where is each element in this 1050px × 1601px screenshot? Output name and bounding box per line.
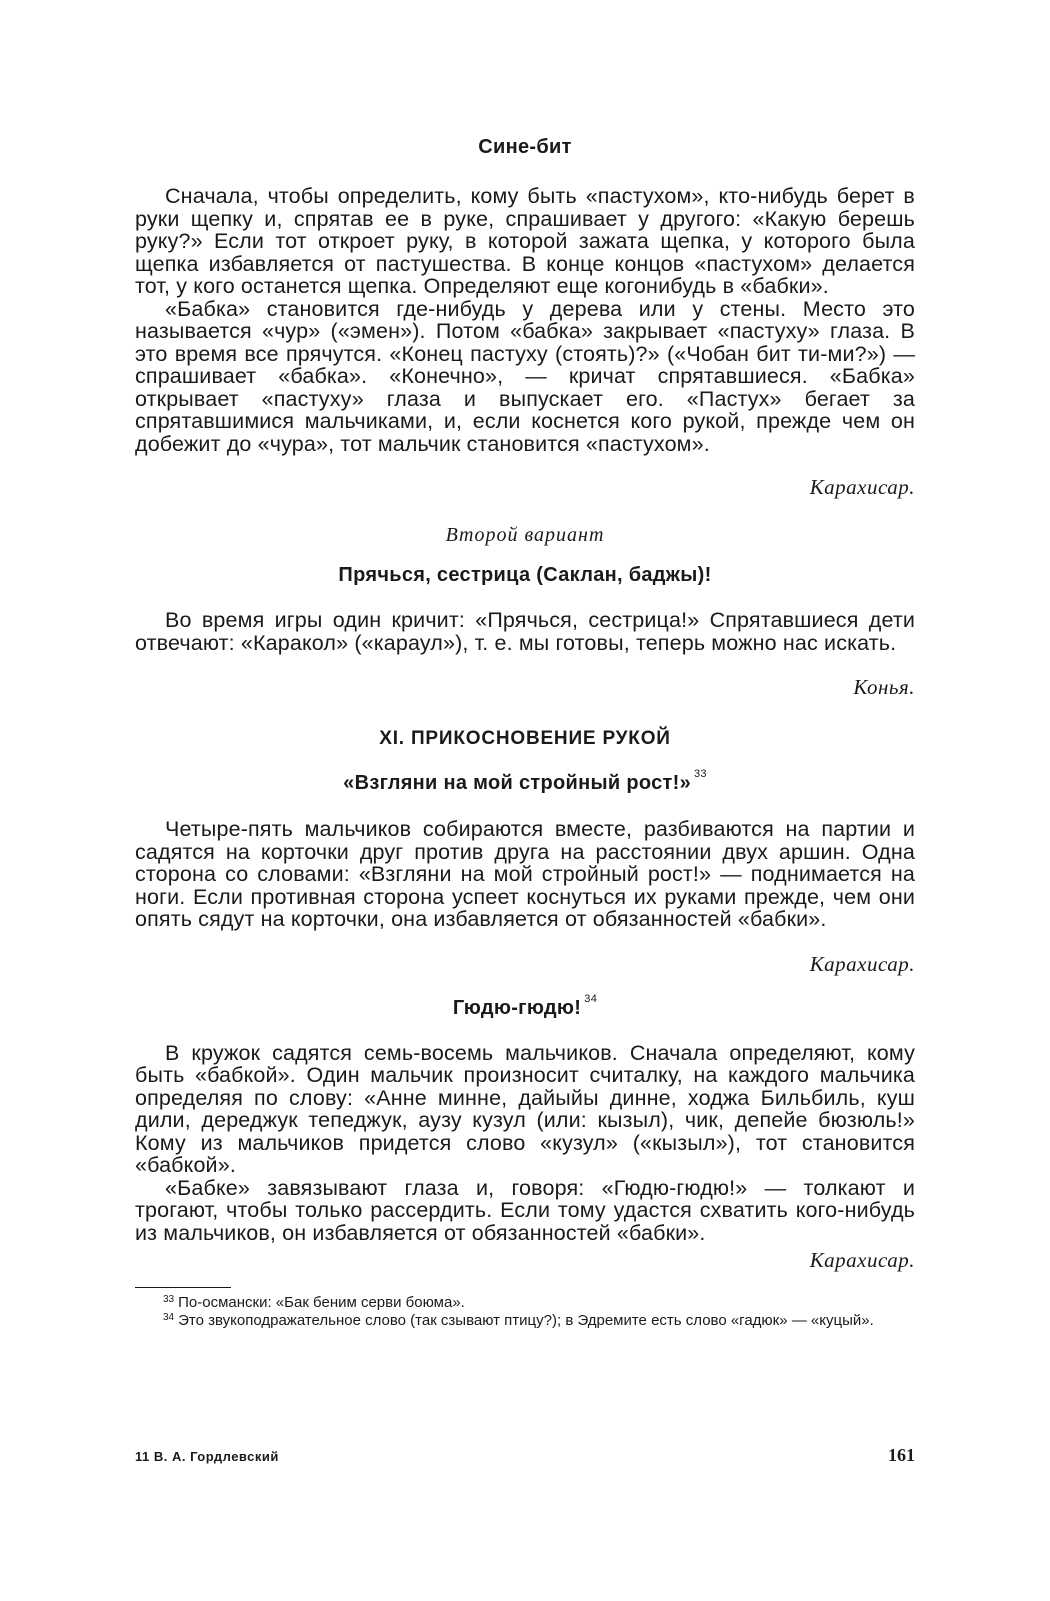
- footnote: [135, 1294, 915, 1312]
- section-title-gyudyu: [135, 992, 915, 1020]
- paragraph: Во время игры один кричит: «Прячься, сестрица!» Спрятавшиеся дети отвечают: «Каракол» («караул»), т. е. мы готовы, теперь можно нас искать.: [135, 608, 915, 655]
- section-title-vzglyani: [135, 768, 915, 795]
- section-title-text: «Взгляни на мой стройный рост!»: [343, 772, 691, 794]
- footnote-text: Это звукоподражательное слово (так сзывают птицу?); в Эдремите есть слово «гадюк» — «куцый».: [178, 1312, 874, 1329]
- paragraph: Сначала, чтобы определить, кому быть «пастухом», кто-нибудь берет в руки щепку и, спрятав ее в руке, спрашивает у другого: «Какую берешь руку?» Если тот откроет руку, в которой зажата щепка, у которого была щепка избавляется от пастушества. В конце концов «пастухом» делается тот, у кого останется щепка. Определяют еще когонибудь в «бабки».: [135, 184, 915, 298]
- page-number: 161: [888, 1445, 915, 1465]
- variant-label: Второй вариант: [445, 524, 605, 546]
- place-attribution: Карахисар.: [809, 475, 915, 499]
- footnote-number: 34: [163, 1312, 175, 1323]
- paragraph: Четыре-пять мальчиков собираются вместе, разбиваются на партии и садятся на корточки друг против друга на расстоянии двух аршин. Одна сторона со словами: «Взгляни на мой стройный рост!» — поднимается на ноги. Если противная сторона успеет коснуться их руками прежде, чем они опять сядут на корточки, она избавляется от обязанностей «бабки».: [135, 817, 915, 931]
- section-body-sine-bit: [135, 185, 915, 455]
- footnote: [135, 1312, 915, 1330]
- section-title-sine-bit: Сине-бит: [478, 136, 572, 158]
- footnote-number: 33: [163, 1294, 175, 1305]
- paragraph: «Бабка» становится где-нибудь у дерева или у стены. Место это называется «чур» («эмен»). Потом «бабка» закрывает «пастуху» глаза. В это время все прячутся. «Конец пастуху (стоять)?» («Чобан бит ти-ми?») — спрашивает «бабка». «Конечно», — кричат спрятавшиеся. «Бабка» открывает «пастуху» глаза и выпускает его. «Пастух» бегает за спрятавшимися мальчиками, и, если коснется кого рукой, прежде чем он добежит до «чура», тот мальчик становится «пастухом».: [135, 296, 915, 456]
- section-body-vzglyani: [135, 818, 915, 931]
- footnote-divider: [135, 1287, 231, 1288]
- footnote-ref: 33: [694, 768, 707, 780]
- place-attribution: Конья.: [853, 675, 915, 699]
- paragraph: В кружок садятся семь-восемь мальчиков. Сначала определяют, кому быть «бабкой». Один мальчик произносит считалку, на каждого мальчика определяя по слову: «Анне минне, дайыйы динне, ходжа Бильбиль, куш дили, дереджук тепеджук, аузу кузул (или: кызыл), чик, депейе бюзюль!» Кому из мальчиков придется слово «кузул» («кызыл»), тот становится «бабкой».: [135, 1040, 915, 1177]
- printer-signature: 11 В. А. Гордлевский: [135, 1449, 279, 1464]
- place-attribution: Карахисар.: [809, 1248, 915, 1272]
- footnote-text: По-османски: «Бак беним серви боюма».: [178, 1294, 465, 1311]
- footnote-ref: 34: [584, 992, 598, 1005]
- section-body-gyudyu: [135, 1042, 915, 1245]
- paragraph: «Бабке» завязывают глаза и, говоря: «Гюдю-гюдю!» — толкают и трогают, чтобы только рассердить. Если тому удастся схватить кого-нибудь из мальчиков, он избавляется от обязанностей «бабки».: [135, 1175, 915, 1245]
- place-attribution: Карахисар.: [809, 951, 915, 976]
- section-title-text: Гюдю-гюдю!: [452, 996, 582, 1019]
- section-body-prachsya: [135, 609, 915, 654]
- chapter-title: XI. ПРИКОСНОВЕНИЕ РУКОЙ: [379, 728, 671, 749]
- page-footer: [135, 1445, 915, 1466]
- section-title-prachsya: Прячься, сестрица (Саклан, баджы)!: [338, 564, 712, 586]
